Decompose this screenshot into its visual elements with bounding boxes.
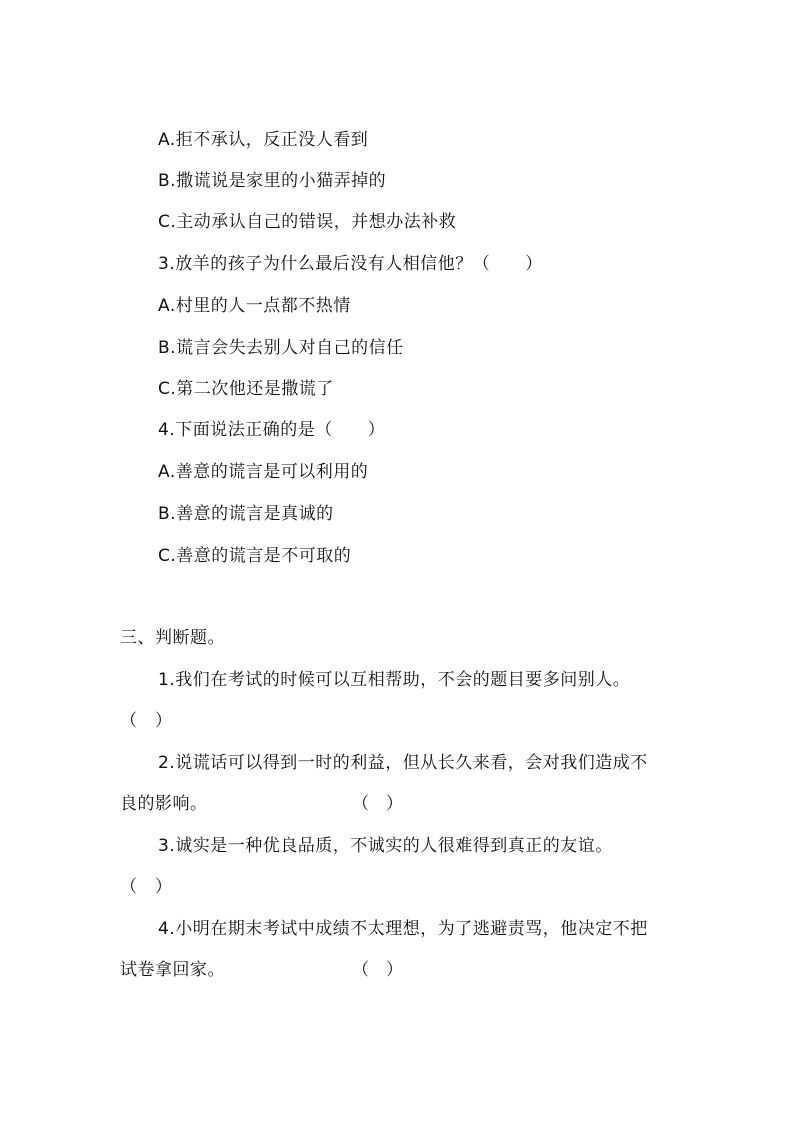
q4-option-a: A.善意的谎言是可以利用的 bbox=[158, 462, 369, 482]
q4-stem: 4.下面说法正确的是（ ） bbox=[158, 420, 386, 440]
tf-2-answer-paren: （ ） bbox=[352, 794, 403, 814]
tf-1-text: 1.我们在考试的时候可以互相帮助，不会的题目要多问别人。 bbox=[158, 670, 631, 690]
tf-3-text: 3.诚实是一种优良品质，不诚实的人很难得到真正的友谊。 bbox=[158, 836, 613, 856]
tf-1-answer-paren: （ ） bbox=[120, 711, 173, 731]
tf-4-text-cont: 试卷拿回家。 bbox=[120, 960, 225, 980]
tf-4-answer-paren: （ ） bbox=[352, 960, 403, 980]
q3-option-b: B.谎言会失去别人对自己的信任 bbox=[158, 338, 404, 358]
q2-option-a: A.拒不承认，反正没人看到 bbox=[158, 130, 369, 150]
section-title: 三、判断题。 bbox=[120, 628, 225, 648]
q3-option-c: C.第二次他还是撒谎了 bbox=[158, 379, 334, 399]
q3-option-a: A.村里的人一点都不热情 bbox=[158, 296, 351, 316]
tf-3-answer-paren: （ ） bbox=[120, 877, 173, 897]
q2-option-b: B.撒谎说是家里的小猫弄掉的 bbox=[158, 171, 387, 191]
tf-2-text-cont: 良的影响。 bbox=[120, 794, 208, 814]
q3-stem: 3.放羊的孩子为什么最后没有人相信他？（ ） bbox=[158, 254, 543, 274]
tf-4-text: 4.小明在期末考试中成绩不太理想，为了逃避责骂，他决定不把 bbox=[158, 919, 648, 939]
tf-2-text: 2.说谎话可以得到一时的利益，但从长久来看，会对我们造成不 bbox=[158, 753, 648, 773]
q4-option-b: B.善意的谎言是真诚的 bbox=[158, 504, 334, 524]
q4-option-c: C.善意的谎言是不可取的 bbox=[158, 546, 352, 566]
q2-option-c: C.主动承认自己的错误，并想办法补救 bbox=[158, 212, 457, 232]
